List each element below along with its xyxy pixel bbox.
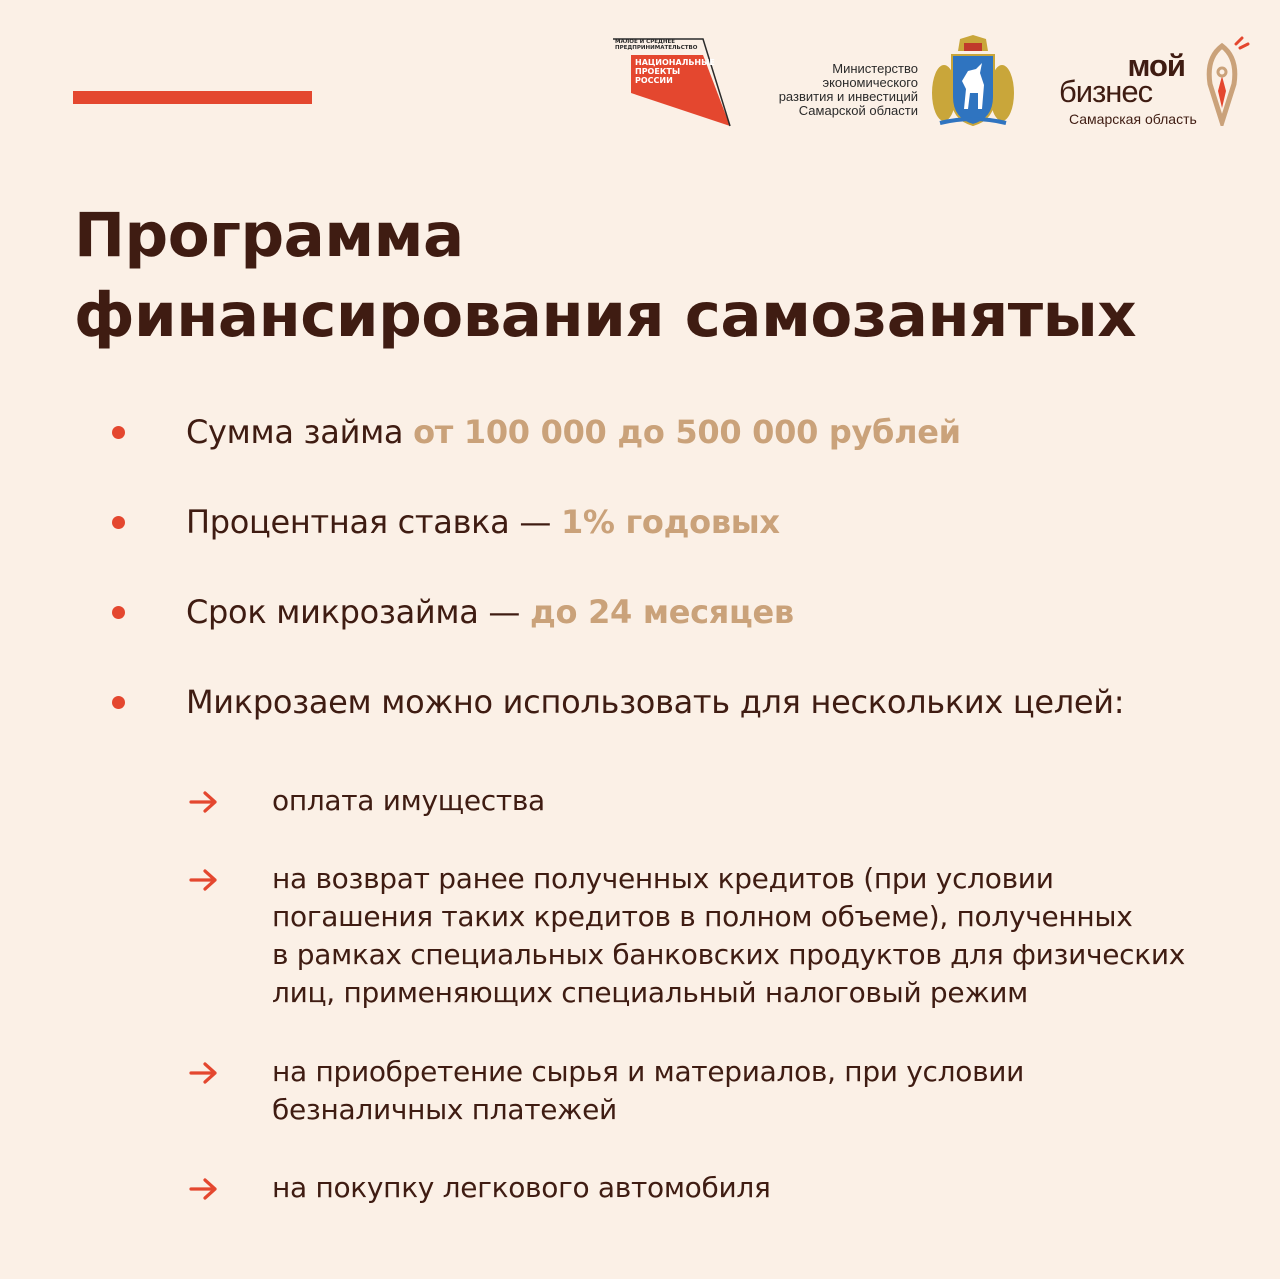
- accent-bar: [73, 91, 312, 104]
- arrow-right-icon: [189, 1062, 219, 1084]
- national-projects-logo: [611, 37, 731, 127]
- ministry-line: Самарской области: [798, 103, 918, 118]
- bullet-highlight: 1% годовых: [560, 503, 780, 541]
- bullet-text: [186, 502, 780, 542]
- bullet-text: [186, 412, 961, 452]
- bullet-dot: [112, 696, 125, 709]
- purpose-line: безналичных платежей: [272, 1093, 617, 1126]
- ministry-name: [770, 62, 918, 118]
- purpose-text: [272, 860, 1232, 1012]
- purpose-line: погашения таких кредитов в полном объеме), полученных: [272, 900, 1133, 933]
- national-projects-small-text: МАЛОЕ И СРЕДНЕЕ ПРЕДПРИНИМАТЕЛЬСТВО: [615, 39, 698, 51]
- purpose-line: на возврат ранее полученных кредитов (при условии: [272, 862, 1054, 895]
- purpose-line: на приобретение сырья и материалов, при условии: [272, 1055, 1025, 1088]
- arrow-right-icon: [189, 791, 219, 813]
- arrow-right-icon: [189, 1178, 219, 1200]
- bullet-dot: [112, 606, 125, 619]
- purpose-line: лиц, применяющих специальный налоговый режим: [272, 976, 1028, 1009]
- bullet-dot: [112, 516, 125, 529]
- bullet-text: [186, 682, 1124, 722]
- location-pin-icon: [1200, 36, 1250, 126]
- national-projects-big-text: НАЦИОНАЛЬНЫЕ ПРОЕКТЫ РОССИИ: [635, 58, 715, 85]
- page-title-line: финансирования самозанятых: [74, 280, 1137, 351]
- moi-biznes-word-moi: мой: [1127, 48, 1185, 83]
- bullet-highlight: до 24 месяцев: [530, 593, 794, 631]
- purpose-line: в рамках специальных банковских продуктов для физических: [272, 938, 1186, 971]
- bullet-highlight: от 100 000 до 500 000 рублей: [413, 413, 961, 451]
- moi-biznes-logo: [1055, 48, 1197, 131]
- bullet-label: Сумма займа: [186, 413, 414, 451]
- bullet-text: [186, 592, 794, 632]
- ministry-line: развития и инвестиций: [778, 89, 918, 104]
- ministry-line: экономического: [822, 75, 918, 90]
- purpose-text: [272, 1169, 1232, 1207]
- bullet-label: Процентная ставка —: [186, 503, 561, 541]
- page-title: [74, 196, 1224, 356]
- purpose-text: [272, 1053, 1232, 1129]
- purpose-line: оплата имущества: [272, 784, 545, 817]
- ministry-line: Министерство: [832, 61, 918, 76]
- moi-biznes-region: Самарская область: [1069, 111, 1197, 127]
- page-title-line: Программа: [74, 200, 464, 271]
- purpose-text: [272, 782, 1232, 820]
- coat-of-arms-icon: [930, 35, 1016, 127]
- arrow-right-icon: [189, 869, 219, 891]
- bullet-dot: [112, 426, 125, 439]
- bullet-label: Микрозаем можно использовать для нескольких целей:: [186, 683, 1125, 721]
- purpose-line: на покупку легкового автомобиля: [272, 1171, 771, 1204]
- bullet-label: Срок микрозайма —: [186, 593, 531, 631]
- moi-biznes-word-biznes: бизнес: [1059, 74, 1153, 109]
